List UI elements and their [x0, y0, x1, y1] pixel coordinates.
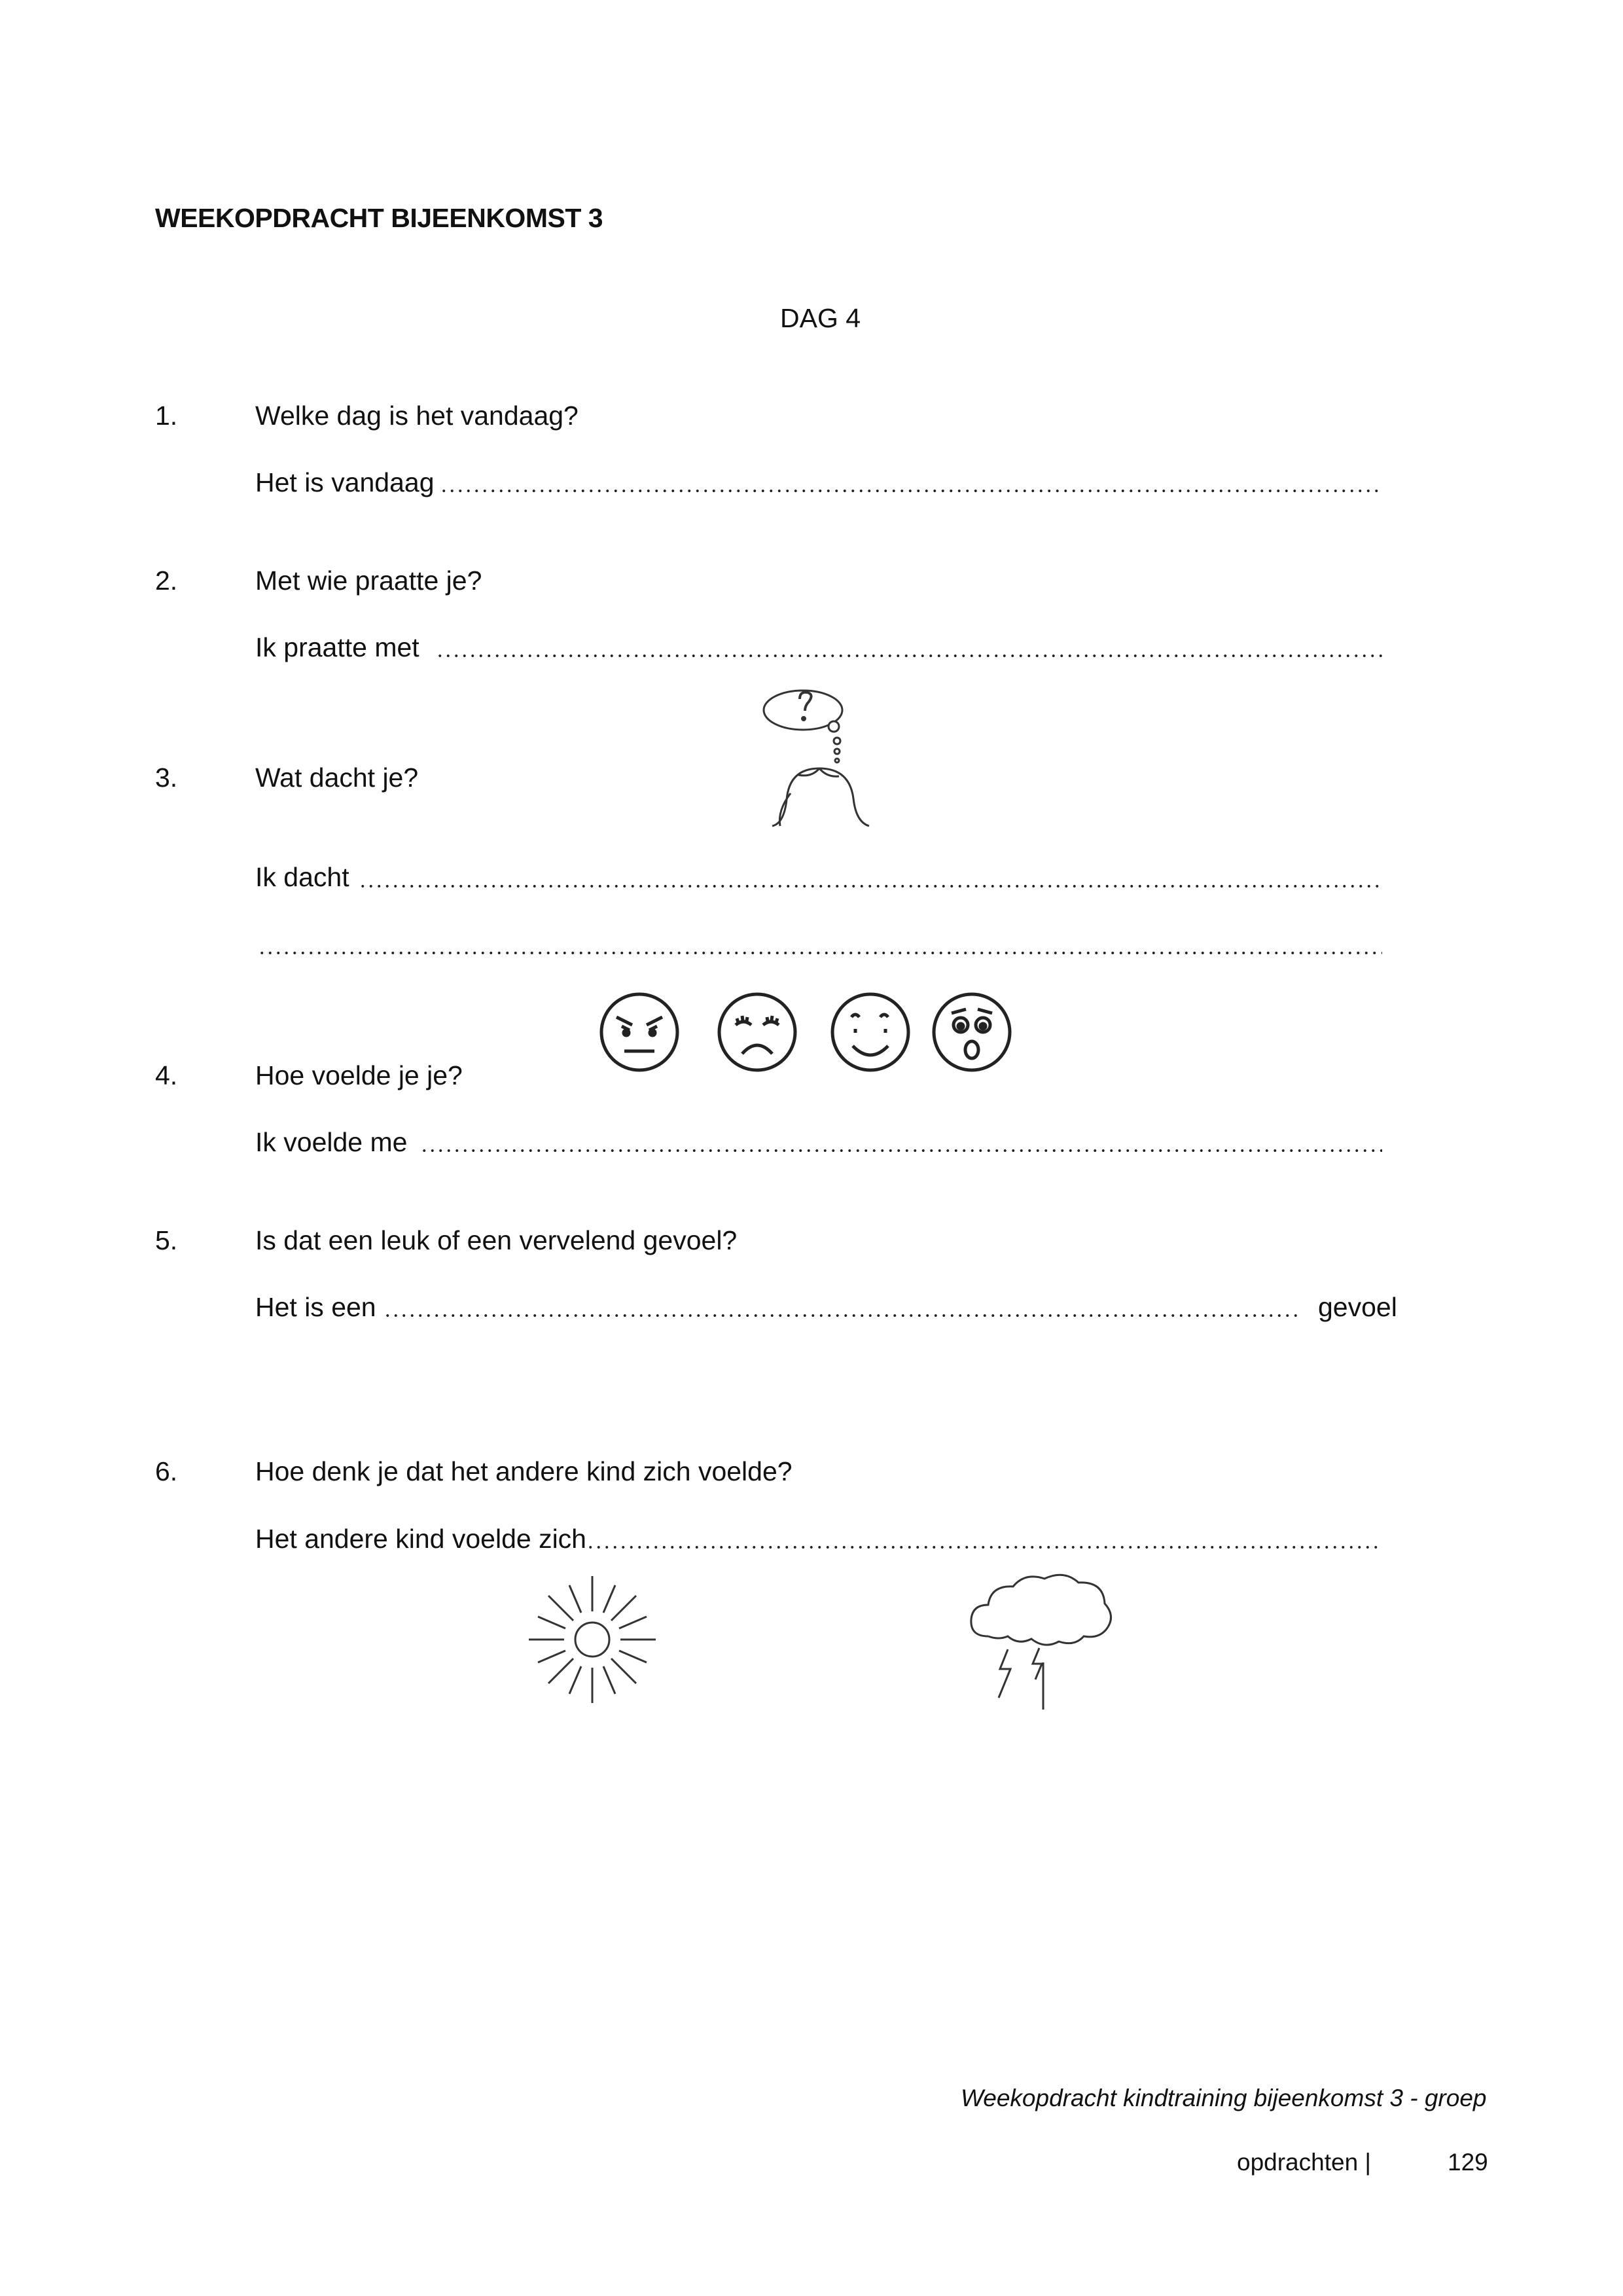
answer-line[interactable] [586, 1546, 1382, 1549]
question-number: 1. [155, 401, 178, 431]
happy-face-icon [828, 990, 913, 1075]
page-number: 129 [1448, 2149, 1488, 2176]
storm-cloud-icon [962, 1571, 1113, 1715]
question-number: 6. [155, 1456, 178, 1486]
page-title: WEEKOPDRACHT BIJEENKOMST 3 [155, 203, 603, 233]
footer-section: opdrachten | [1237, 2149, 1372, 2176]
question-number: 3. [155, 762, 178, 793]
sad-face-icon [715, 990, 800, 1075]
question-text: Met wie praatte je? [255, 565, 482, 596]
answer-prompt: Ik dacht [255, 862, 349, 892]
answer-suffix: gevoel [1318, 1292, 1397, 1322]
question-text: Wat dacht je? [255, 762, 419, 793]
question-text: Hoe voelde je je? [255, 1060, 463, 1090]
question-text: Is dat een leuk of een vervelend gevoel? [255, 1225, 738, 1255]
question-number: 5. [155, 1225, 178, 1255]
question-text: Welke dag is het vandaag? [255, 401, 579, 431]
answer-prompt: Het andere kind voelde zich [255, 1524, 586, 1554]
answer-line[interactable] [258, 952, 1382, 954]
scared-face-icon [929, 990, 1014, 1075]
thinking-person-icon [760, 681, 878, 831]
answer-line[interactable] [436, 655, 1382, 657]
answer-prompt: Het is een [255, 1292, 376, 1322]
answer-prompt: Ik praatte met [255, 632, 419, 662]
question-number: 2. [155, 565, 178, 596]
answer-prompt: Ik voelde me [255, 1127, 408, 1157]
answer-line[interactable] [420, 1149, 1382, 1152]
answer-line[interactable] [359, 885, 1382, 888]
angry-face-icon [597, 990, 682, 1075]
sun-icon [524, 1571, 661, 1708]
answer-line[interactable] [383, 1314, 1302, 1317]
question-number: 4. [155, 1060, 178, 1090]
answer-prompt: Het is vandaag [255, 467, 435, 497]
question-text: Hoe denk je dat het andere kind zich voelde? [255, 1456, 793, 1486]
day-heading: DAG 4 [780, 303, 861, 333]
answer-line[interactable] [440, 490, 1382, 492]
footer-caption: Weekopdracht kindtraining bijeenkomst 3 - groep [961, 2085, 1487, 2111]
